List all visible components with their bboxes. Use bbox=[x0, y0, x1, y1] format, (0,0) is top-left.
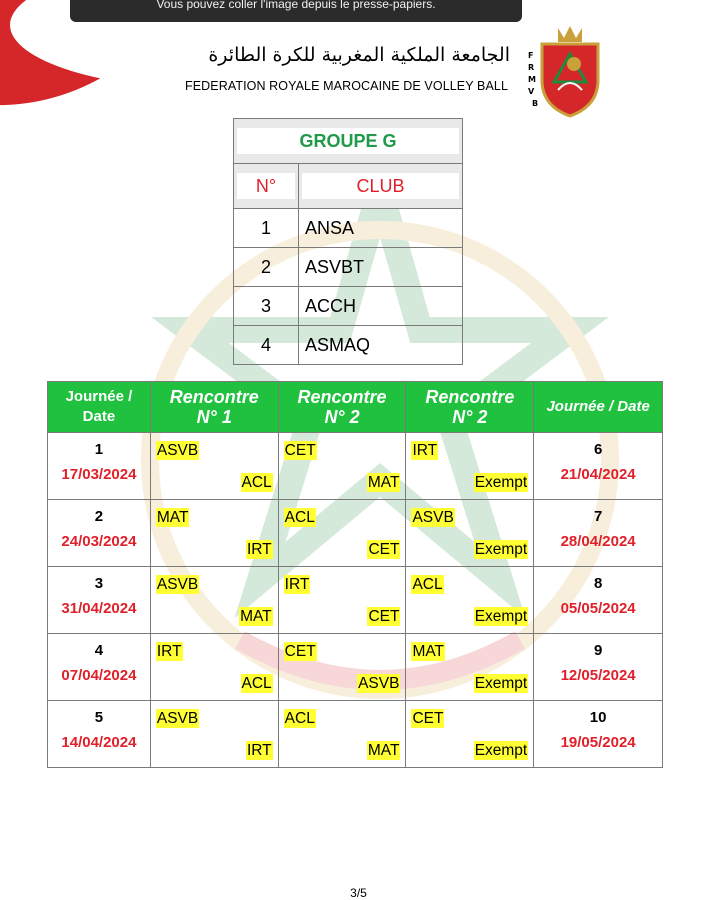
journee-number: 6 bbox=[593, 441, 603, 458]
away-team: CET bbox=[368, 608, 400, 625]
match-cell bbox=[278, 634, 406, 701]
match-cell bbox=[150, 433, 278, 500]
match-cell bbox=[278, 701, 406, 768]
away-team: Exempt bbox=[474, 608, 528, 625]
match-cell bbox=[406, 701, 534, 768]
journee-date: 12/05/2024 bbox=[560, 667, 636, 684]
col-num-header: N° bbox=[234, 164, 299, 209]
match-cell bbox=[150, 634, 278, 701]
table-row: 4 ASMAQ bbox=[234, 326, 463, 365]
match-cell bbox=[278, 433, 406, 500]
home-team: ASVB bbox=[412, 509, 454, 526]
match-cell bbox=[406, 634, 534, 701]
match-cell bbox=[150, 500, 278, 567]
table-row bbox=[48, 701, 663, 768]
away-team: IRT bbox=[246, 742, 272, 759]
table-row: 1 ANSA bbox=[234, 209, 463, 248]
home-team: ACL bbox=[284, 710, 315, 727]
away-team: MAT bbox=[240, 608, 272, 625]
journee-return-cell bbox=[534, 701, 663, 768]
logo-letter: V bbox=[528, 87, 535, 96]
journee-cell bbox=[48, 701, 151, 768]
home-team: IRT bbox=[156, 643, 182, 660]
home-team: IRT bbox=[284, 576, 310, 593]
home-team: CET bbox=[284, 643, 316, 660]
journee-date: 31/04/2024 bbox=[61, 600, 137, 617]
journee-number: 4 bbox=[94, 642, 104, 659]
away-team: MAT bbox=[367, 742, 400, 759]
journee-date: 05/05/2024 bbox=[560, 600, 636, 617]
journee-number: 5 bbox=[94, 709, 104, 726]
journee-date: 21/04/2024 bbox=[560, 466, 636, 483]
table-row: 3 ACCH bbox=[234, 287, 463, 326]
journee-date: 14/04/2024 bbox=[61, 734, 137, 751]
group-table bbox=[233, 118, 463, 365]
journee-cell bbox=[48, 567, 151, 634]
page-number: 3/5 bbox=[350, 886, 367, 900]
logo-letter: B bbox=[532, 99, 539, 108]
journee-number: 9 bbox=[593, 642, 603, 659]
journee-number: 8 bbox=[593, 575, 603, 592]
clipboard-toast: Vous pouvez coller l'image depuis le presse-papiers. bbox=[70, 0, 522, 22]
home-team: ASVB bbox=[156, 710, 199, 727]
journee-cell bbox=[48, 433, 151, 500]
journee-return-cell bbox=[534, 500, 663, 567]
journee-return-cell bbox=[534, 433, 663, 500]
federation-french-name: FEDERATION ROYALE MAROCAINE DE VOLLEY BALL bbox=[184, 79, 508, 93]
journee-date-header: Journée / Date bbox=[48, 382, 151, 433]
frmvb-logo-icon bbox=[518, 20, 622, 124]
table-row bbox=[48, 500, 663, 567]
match-cell bbox=[278, 567, 406, 634]
match-cell bbox=[406, 433, 534, 500]
away-team: Exempt bbox=[474, 541, 528, 558]
journee-date: 07/04/2024 bbox=[61, 667, 137, 684]
logo-letter: M bbox=[528, 75, 536, 84]
away-team: Exempt bbox=[474, 742, 528, 759]
rencontre-3-header: Rencontre N° 2 bbox=[406, 382, 534, 433]
away-team: ACL bbox=[241, 474, 272, 491]
away-team: Exempt bbox=[474, 474, 528, 491]
journee-return-cell bbox=[534, 634, 663, 701]
journee-number: 10 bbox=[589, 709, 607, 726]
away-team: MAT bbox=[367, 474, 400, 491]
home-team: ASVB bbox=[156, 442, 199, 459]
journee-number: 7 bbox=[593, 508, 603, 525]
match-cell bbox=[278, 500, 406, 567]
away-team: Exempt bbox=[474, 675, 528, 692]
away-team: ASVB bbox=[358, 675, 400, 692]
journee-cell bbox=[48, 500, 151, 567]
schedule-table bbox=[47, 381, 663, 768]
match-cell bbox=[406, 500, 534, 567]
group-title: GROUPE G bbox=[237, 128, 459, 154]
journee-return-cell bbox=[534, 567, 663, 634]
journee-cell bbox=[48, 634, 151, 701]
journee-date-return-header: Journée / Date bbox=[534, 382, 663, 433]
rencontre-1-header: Rencontre N° 1 bbox=[150, 382, 278, 433]
table-row bbox=[48, 567, 663, 634]
match-cell bbox=[150, 567, 278, 634]
group-title-cell bbox=[234, 119, 463, 164]
table-row: 2 ASVBT bbox=[234, 248, 463, 287]
home-team: ACL bbox=[412, 576, 443, 593]
match-cell bbox=[150, 701, 278, 768]
away-team: CET bbox=[368, 541, 400, 558]
home-team: ACL bbox=[284, 509, 315, 526]
home-team: CET bbox=[284, 442, 316, 459]
match-cell bbox=[406, 567, 534, 634]
journee-number: 2 bbox=[94, 508, 104, 525]
journee-date: 19/05/2024 bbox=[560, 734, 636, 751]
home-team: MAT bbox=[412, 643, 445, 660]
rencontre-2-header: Rencontre N° 2 bbox=[278, 382, 406, 433]
home-team: ASVB bbox=[156, 576, 199, 593]
home-team: CET bbox=[412, 710, 444, 727]
home-team: IRT bbox=[412, 442, 438, 459]
logo-letter: R bbox=[528, 63, 535, 72]
federation-arabic-name: الجامعة الملكية المغربية للكرة الطائرة bbox=[208, 44, 510, 66]
away-team: IRT bbox=[246, 541, 272, 558]
away-team: ACL bbox=[241, 675, 272, 692]
journee-date: 28/04/2024 bbox=[560, 533, 636, 550]
table-row bbox=[48, 634, 663, 701]
table-row bbox=[48, 433, 663, 500]
journee-number: 1 bbox=[94, 441, 104, 458]
journee-date: 24/03/2024 bbox=[61, 533, 137, 550]
journee-number: 3 bbox=[94, 575, 104, 592]
journee-date: 17/03/2024 bbox=[61, 466, 137, 483]
home-team: MAT bbox=[156, 509, 189, 526]
col-club-header: CLUB bbox=[299, 164, 463, 209]
logo-letter: F bbox=[528, 51, 534, 60]
